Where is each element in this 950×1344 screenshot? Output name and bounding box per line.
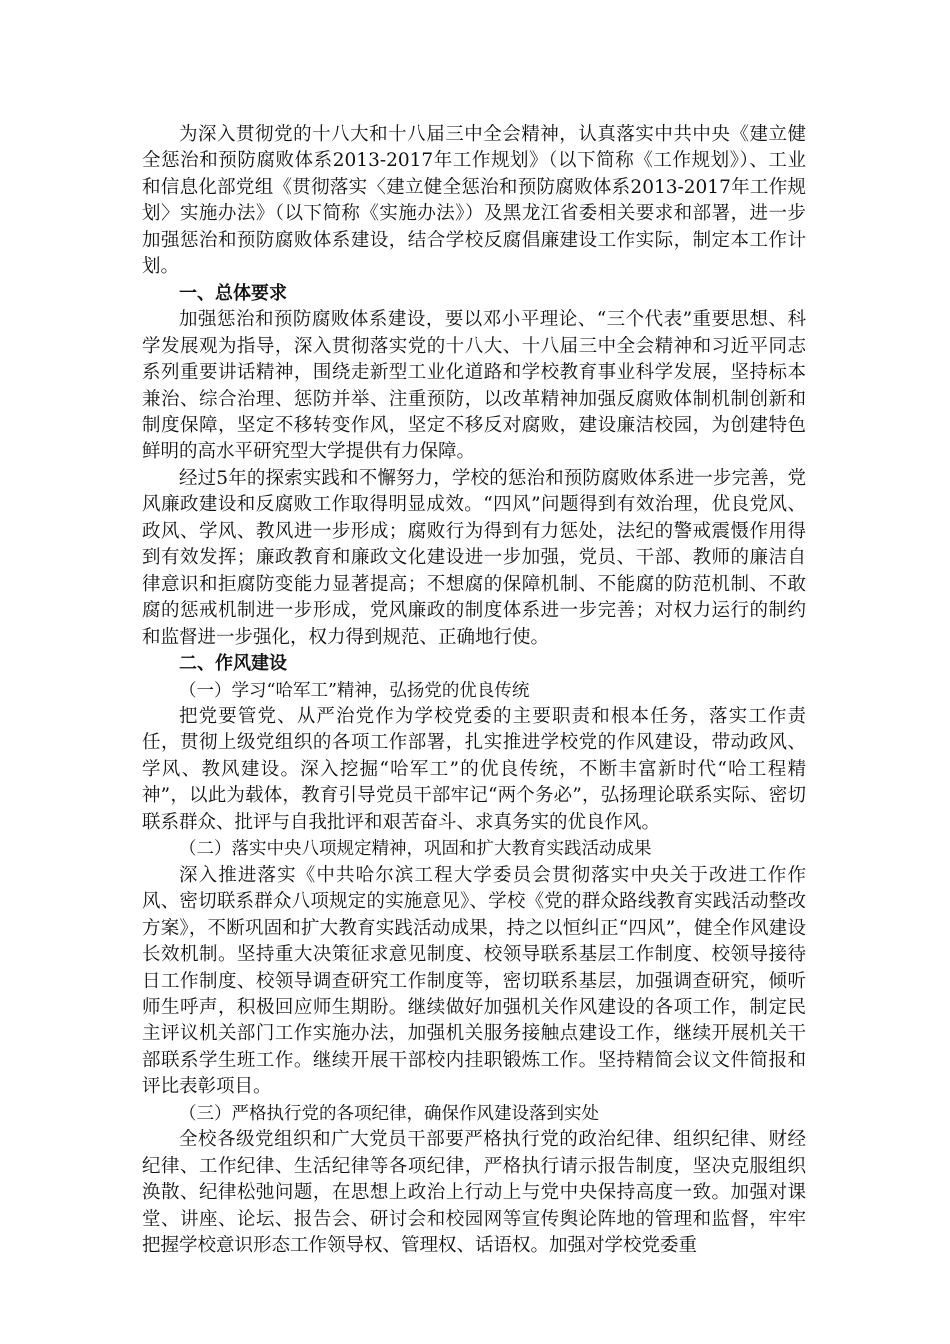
section-heading-style-building: 二、作风建设 [179,653,287,675]
subsection-heading-3: （三）严格执行党的各项纪律，确保作风建设落到实处 [179,1103,599,1124]
body-paragraph: 全校各级党组织和广大党员干部要严格执行党的政治纪律、组织纪律、财经纪律、工作纪律、生活纪律等各项纪律，严格执行请示报告制度，坚决克服组织涣散、纪律松弛问题，在思想上政治上行动上与党中央保持高度一致。加强对课堂、讲座、论坛、报告会、研讨会和校园网等宣传舆论阵地的管理和监督，牢牢把握学校意识形态工作领导权、管理权、话语权。加强对学校党委重 [142,1129,806,1257]
intro-paragraph: 为深入贯彻党的十八大和十八届三中全会精神，认真落实中共中央《建立健全惩治和预防腐败体系2013-2017年工作规划》（以下简称《工作规划》）、工业和信息化部党组《贯彻落实〈建立健全惩治和预防腐败体系2013-2017年工作规划〉实施办法》（以下简称《实施办法》）及黑龙江省委相关要求和部署，进一步加强惩治和预防腐败体系建设，结合学校反腐倡廉建设工作实际，制定本工作计划。 [142,124,806,278]
document-body [142,122,806,1259]
subsection-heading-2: （二）落实中央八项规定精神，巩固和扩大教育实践活动成果 [179,839,652,860]
body-paragraph: 把党要管党、从严治党作为学校党委的主要职责和根本任务，落实工作责任，贯彻上级党组织的各项工作部署，扎实推进学校党的作风建设，带动政风、学风、教风建设。深入挖掘“哈军工”的优良传统，不断丰富新时代“哈工程精神”，以此为载体，教育引导党员干部牢记“两个务必”，弘扬理论联系实际、密切联系群众、批评与自我批评和艰苦奋斗、求真务实的优良作风。 [142,705,806,833]
body-paragraph: 加强惩治和预防腐败体系建设，要以邓小平理论、“三个代表”重要思想、科学发展观为指导，深入贯彻落实党的十八大、十八届三中全会精神和习近平同志系列重要讲话精神，围绕走新型工业化道路和学校教育事业科学发展，坚持标本兼治、综合治理、惩防并举、注重预防，以改革精神加强反腐败体制机制创新和制度保障，坚定不移转变作风，坚定不移反对腐败，建设廉洁校园，为创建特色鲜明的高水平研究型大学提供有力保障。 [142,309,806,463]
section-heading-general-requirements: 一、总体要求 [179,282,287,304]
body-paragraph: 经过5年的探索实践和不懈努力，学校的惩治和预防腐败体系进一步完善，党风廉政建设和反腐败工作取得明显成效。“四风”问题得到有效治理，优良党风、政风、学风、教风进一步形成；腐败行为得到有力惩处，法纪的警戒震慑作用得到有效发挥；廉政教育和廉政文化建设进一步加强，党员、干部、教师的廉洁自律意识和拒腐防变能力显著提高；不想腐的保障机制、不能腐的防范机制、不敢腐的惩戒机制进一步形成，党风廉政的制度体系进一步完善；对权力运行的制约和监督进一步强化，权力得到规范、正确地行使。 [142,467,806,648]
body-paragraph: 深入推进落实《中共哈尔滨工程大学委员会贯彻落实中央关于改进工作作风、密切联系群众八项规定的实施意见》、学校《党的群众路线教育实践活动整改方案》，不断巩固和扩大教育实践活动成果，持之以恒纠正“四风”，健全作风建设长效机制。坚持重大决策征求意见制度、校领导联系基层工作制度、校领导接待日工作制度、校领导调查研究工作制度等，密切联系基层，加强调查研究，倾听师生呼声，积极回应师生期盼。继续做好加强机关作风建设的各项工作，制定民主评议机关部门工作实施办法，加强机关服务接触点建设工作，继续开展机关干部联系学生班工作。继续开展干部校内挂职锻炼工作。坚持精简会议文件简报和评比表彰项目。 [142,864,806,1098]
subsection-heading-1: （一）学习“哈军工”精神，弘扬党的优良传统 [179,680,530,701]
